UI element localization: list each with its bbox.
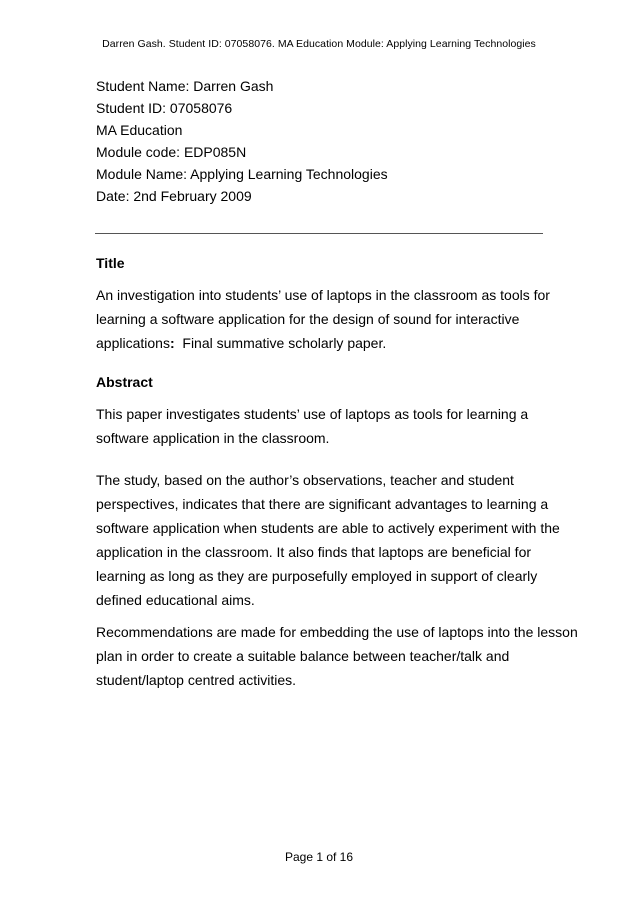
- abstract-line: The study, based on the author’s observations, teacher and student: [96, 472, 514, 488]
- module-code: Module code: EDP085N: [96, 144, 247, 160]
- student-name: Student Name: Darren Gash: [96, 78, 274, 94]
- abstract-line: application in the classroom. It also finds that laptops are beneficial for: [96, 544, 532, 560]
- abstract-heading: Abstract: [96, 374, 153, 390]
- horizontal-divider: [95, 233, 543, 234]
- title-colon: :: [169, 335, 175, 351]
- page-number: Page 1 of 16: [284, 850, 354, 864]
- title-line: learning a software application for the design of sound for interactive: [96, 311, 520, 327]
- title-heading: Title: [96, 255, 125, 271]
- abstract-paragraph-1: [96, 402, 556, 450]
- abstract-line: This paper investigates students’ use of laptops as tools for learning a: [96, 406, 529, 422]
- abstract-line: student/laptop centred activities.: [96, 672, 297, 688]
- abstract-line: perspectives, indicates that there are significant advantages to learning a: [96, 496, 549, 512]
- abstract-line: software application in the classroom.: [96, 430, 330, 446]
- abstract-paragraph-3: [96, 620, 578, 692]
- submission-date: Date: 2nd February 2009: [96, 188, 252, 204]
- running-header: Darren Gash. Student ID: 07058076. MA Education Module: Applying Learning Technologies: [102, 38, 536, 50]
- abstract-line: Recommendations are made for embedding the use of laptops into the lesson: [96, 624, 578, 640]
- title-text: [96, 283, 556, 355]
- title-line: An investigation into students’ use of laptops in the classroom as tools for: [96, 287, 550, 303]
- title-last-end: Final summative scholarly paper.: [174, 335, 387, 351]
- title-line-last: [96, 331, 556, 355]
- abstract-line: learning as long as they are purposefully employed in support of clearly: [96, 568, 538, 584]
- abstract-line: software application when students are able to actively experiment with the: [96, 520, 560, 536]
- student-info-block: [96, 75, 388, 207]
- abstract-heading-wrap: [96, 372, 556, 392]
- module-name: Module Name: Applying Learning Technologies: [96, 166, 388, 182]
- abstract-line: plan in order to create a suitable balance between teacher/talk and: [96, 648, 510, 664]
- title-section-heading-wrap: [96, 253, 556, 273]
- course-name: MA Education: [96, 122, 183, 138]
- abstract-line: defined educational aims.: [96, 592, 255, 608]
- title-last-start: applications: [96, 335, 170, 351]
- student-id: Student ID: 07058076: [96, 100, 233, 116]
- abstract-paragraph-2: [96, 468, 560, 612]
